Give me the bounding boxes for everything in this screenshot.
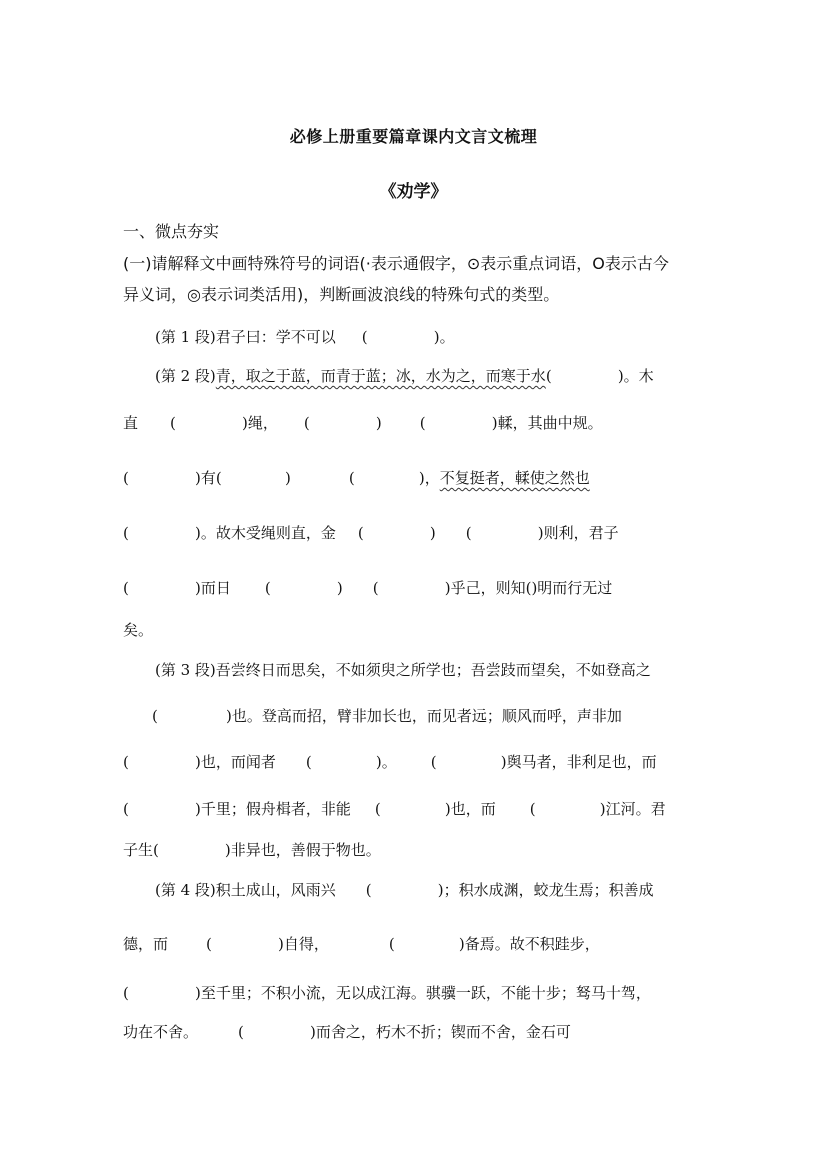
answer-blank[interactable]: ( (529, 800, 536, 818)
answer-blank[interactable]: ( (545, 367, 552, 385)
para3-line-3 (123, 752, 657, 772)
text-segment: )， (418, 469, 440, 487)
text-segment: )至千里；不积小流，无以成江海。骐骥一跃，不能十步；驽马十驾， (195, 984, 651, 1002)
text-segment: 直 (123, 414, 139, 432)
para1-line (155, 327, 455, 347)
para4-line-1 (155, 880, 654, 900)
wavy-sentence: 不复挺者，輮使之然也 (439, 469, 590, 487)
answer-blank[interactable]: ( (123, 469, 129, 487)
answer-blank[interactable]: ( (465, 524, 472, 542)
para4-line-3 (123, 983, 651, 1003)
text-segment: )备焉。故不积跬步， (458, 935, 600, 953)
lesson-title: 《劝学》 (379, 182, 448, 202)
answer-blank[interactable]: ( (123, 800, 129, 818)
answer-blank[interactable]: ( (123, 753, 129, 771)
text-segment: )。故木受绳则直，金 (195, 524, 336, 542)
answer-blank[interactable]: ( (374, 800, 381, 818)
answer-blank[interactable]: ( (123, 984, 129, 1002)
para3-line-2 (152, 706, 622, 726)
text-segment: ) (336, 579, 343, 597)
para2-label: (第 2 段) (155, 367, 216, 385)
text-segment: )輮，其曲中规。 (491, 414, 603, 432)
text-segment: )绳， (242, 414, 278, 432)
answer-blank[interactable]: ( (238, 1023, 244, 1041)
text-segment: )自得， (278, 935, 329, 953)
text-segment: )而舍之，朽木不折；锲而不舍，金石可 (310, 1023, 571, 1041)
section-heading: 一、微点夯实 (123, 222, 220, 241)
answer-blank[interactable]: ( (357, 524, 364, 542)
answer-blank[interactable]: )有( (195, 469, 222, 487)
text-segment: )则利，君子 (537, 524, 619, 542)
answer-blank[interactable]: ( (264, 579, 271, 597)
para1-text: (第 1 段)君子曰：学不可以 (155, 328, 336, 346)
para3-line-1: (第 3 段)吾尝终日而思矣，不如须臾之所学也；吾尝跂而望矣，不如登高之 (155, 661, 651, 679)
para1-tail: )。 (433, 328, 455, 346)
text-segment: ) (375, 414, 382, 432)
answer-blank[interactable]: ( (123, 579, 129, 597)
document-title: 必修上册重要篇章课内文言文梳理 (289, 127, 538, 146)
text-segment: )；积水成渊，蛟龙生焉；积善成 (437, 881, 654, 899)
para3-line-4 (123, 799, 666, 819)
wavy-sentence: 青，取之于蓝，而青于蓝；冰，水为之，而寒于水 (215, 367, 546, 385)
para3-line-5 (123, 840, 381, 860)
text-segment: )也。登高而招，臂非加长也，而见者远；顺风而呼，声非加 (226, 707, 622, 725)
answer-blank[interactable]: ( (348, 469, 355, 487)
text-segment: )也，而 (444, 800, 496, 818)
text-segment: )千里；假舟楫者，非能 (195, 800, 351, 818)
answer-blank[interactable]: ( (430, 753, 437, 771)
text-segment: )乎己，则知( (444, 579, 532, 597)
para2-tail: )。木 (617, 367, 654, 385)
instruction-line-1: (一)请解释文中画特殊符号的词语(·表示通假字，⊙表示重点词语，O表示古今 (123, 254, 669, 273)
para2-line-3 (123, 468, 590, 488)
text-segment: ) (285, 469, 291, 487)
text-segment: )而日 (195, 579, 231, 597)
text-segment: (第 4 段)积土成山，风雨兴 (155, 881, 336, 899)
text-segment: ) (429, 524, 436, 542)
para2-line-4 (123, 523, 619, 543)
text-segment: 德，而 (123, 935, 169, 953)
answer-blank[interactable]: ( (123, 524, 129, 542)
text-segment: )非异也，善假于物也。 (224, 841, 381, 859)
instruction-line-2: 异义词，◎表示词类活用)，判断画波浪线的特殊句式的类型。 (123, 285, 560, 304)
text-segment: 子生( (123, 841, 159, 859)
answer-blank[interactable]: ( (361, 328, 368, 346)
para2-line-1 (155, 366, 654, 386)
para4-line-4 (123, 1022, 571, 1042)
para2-line-2 (123, 413, 603, 433)
text-segment: 功在不舍。 (123, 1023, 199, 1041)
answer-blank[interactable]: ( (372, 579, 379, 597)
text-segment: )舆马者，非利足也，而 (500, 753, 657, 771)
answer-blank[interactable]: )明而行无过 (531, 579, 613, 597)
answer-blank[interactable]: ( (365, 881, 372, 899)
answer-blank[interactable]: ( (419, 414, 426, 432)
answer-blank[interactable]: ( (206, 935, 212, 953)
text-segment: )江河。君 (599, 800, 666, 818)
answer-blank[interactable]: ( (152, 707, 158, 725)
text-segment: )。 (375, 753, 397, 771)
answer-blank[interactable]: ( (388, 935, 395, 953)
answer-blank[interactable]: ( (305, 753, 312, 771)
text-segment: )也，而闻者 (195, 753, 276, 771)
para2-line-6: 矣。 (123, 621, 154, 639)
para4-line-2 (123, 934, 600, 954)
answer-blank[interactable]: ( (303, 414, 310, 432)
answer-blank[interactable]: ( (170, 414, 176, 432)
para2-line-5 (123, 578, 613, 598)
